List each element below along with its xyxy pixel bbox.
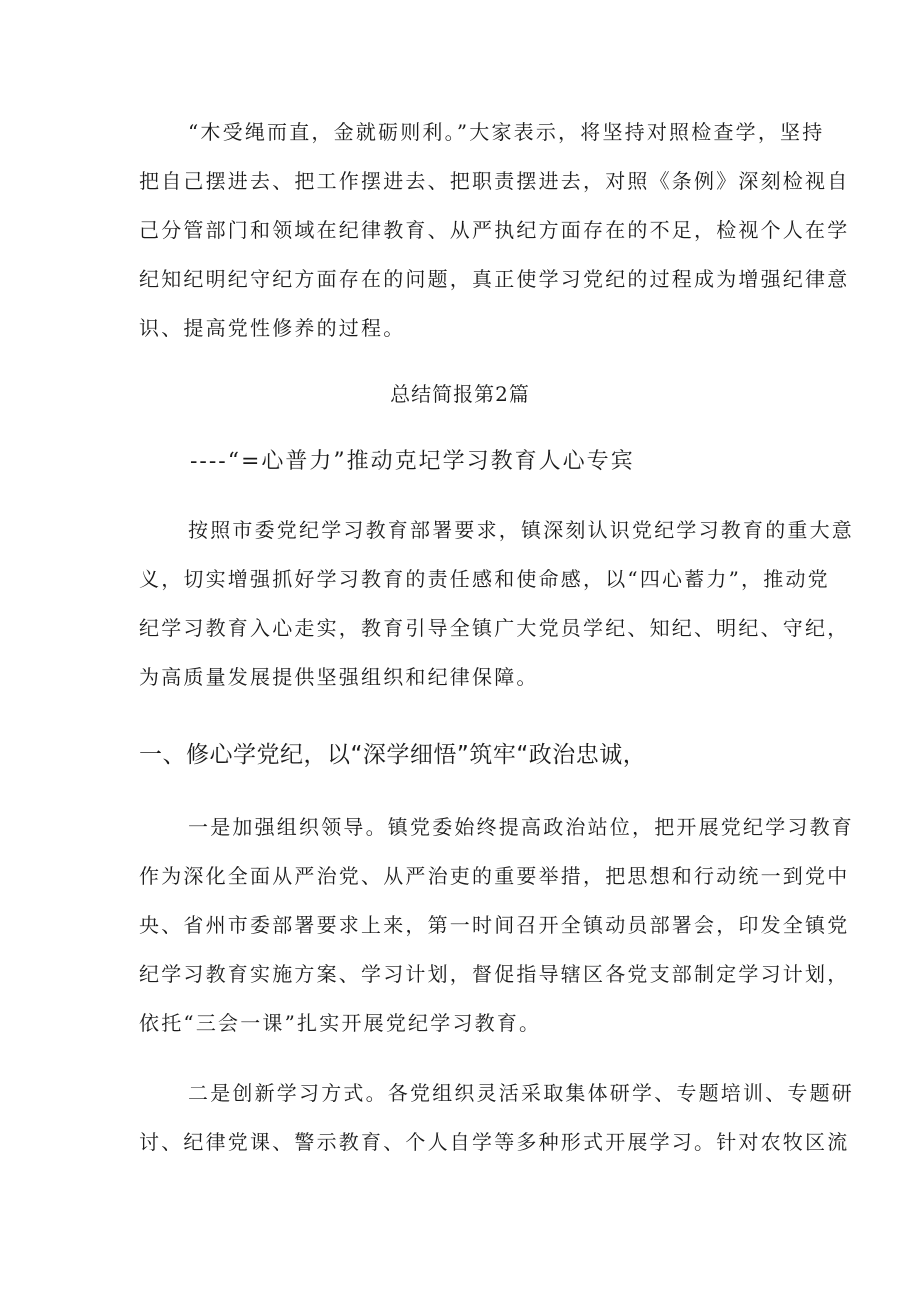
paragraph-2-line-4: 为高质量发展提供坚强组织和纪律保障。 [139, 665, 539, 689]
paragraph-3-line-1: 一是加强组织领导。镇党委始终提高政治站位，把开展党纪学习教育 [188, 815, 854, 839]
paragraph-4-line-2: 讨、纪律党课、警示教育、个人自学等多种形式开展学习。针对农牧区流 [139, 1130, 850, 1154]
paragraph-1-line-4: 纪知纪明纪守纪方面存在的问题，真正使学习党纪的过程成为增强纪律意 [139, 267, 850, 291]
paragraph-3-line-5: 依托“三会一课”扎实开展党纪学习教育。 [139, 1011, 542, 1035]
paragraph-2-line-2: 义，切实增强抓好学习教育的责任感和使命感，以“四心蓄力”，推动党 [139, 567, 830, 591]
article-subtitle: ----“=心普力”推动克圮学习教育人心专宾 [190, 449, 635, 474]
paragraph-3-line-4: 纪学习教育实施方案、学习计划，督促指导辖区各党支部制定学习计划， [139, 962, 850, 986]
article-title: 总结简报第2篇 [390, 382, 530, 406]
paragraph-4-line-1: 二是创新学习方式。各党组织灵活采取集体研学、专题培训、专题研 [188, 1081, 854, 1105]
paragraph-3-line-3: 央、省州市委部署要求上来，第一时间召开全镇动员部署会，印发全镇党 [139, 913, 850, 937]
section-1-heading: 一、修心学党纪，以“深学细悟”筑牢“政治忠诚， [139, 742, 647, 768]
paragraph-2-line-3: 纪学习教育入心走实，教育引导全镇广大党员学纪、知纪、明纪、守纪， [139, 616, 850, 640]
paragraph-1-line-2: 把自己摆进去、把工作摆进去、把职责摆进去，对照《条例》深刻检视自 [139, 169, 850, 193]
paragraph-1-line-5: 识、提高党性修养的过程。 [139, 316, 406, 340]
paragraph-1-line-1: “木受绳而直，金就砺则利。”大家表示，将坚持对照检查学，坚持 [188, 120, 825, 144]
paragraph-3-line-2: 作为深化全面从严治党、从严治吏的重要举措，把思想和行动统一到党中 [139, 864, 850, 888]
paragraph-2-line-1: 按照市委党纪学习教育部署要求，镇深刻认识党纪学习教育的重大意 [188, 518, 854, 542]
paragraph-1-line-3: 己分管部门和领域在纪律教育、从严执纪方面存在的不足，检视个人在学 [139, 218, 850, 242]
